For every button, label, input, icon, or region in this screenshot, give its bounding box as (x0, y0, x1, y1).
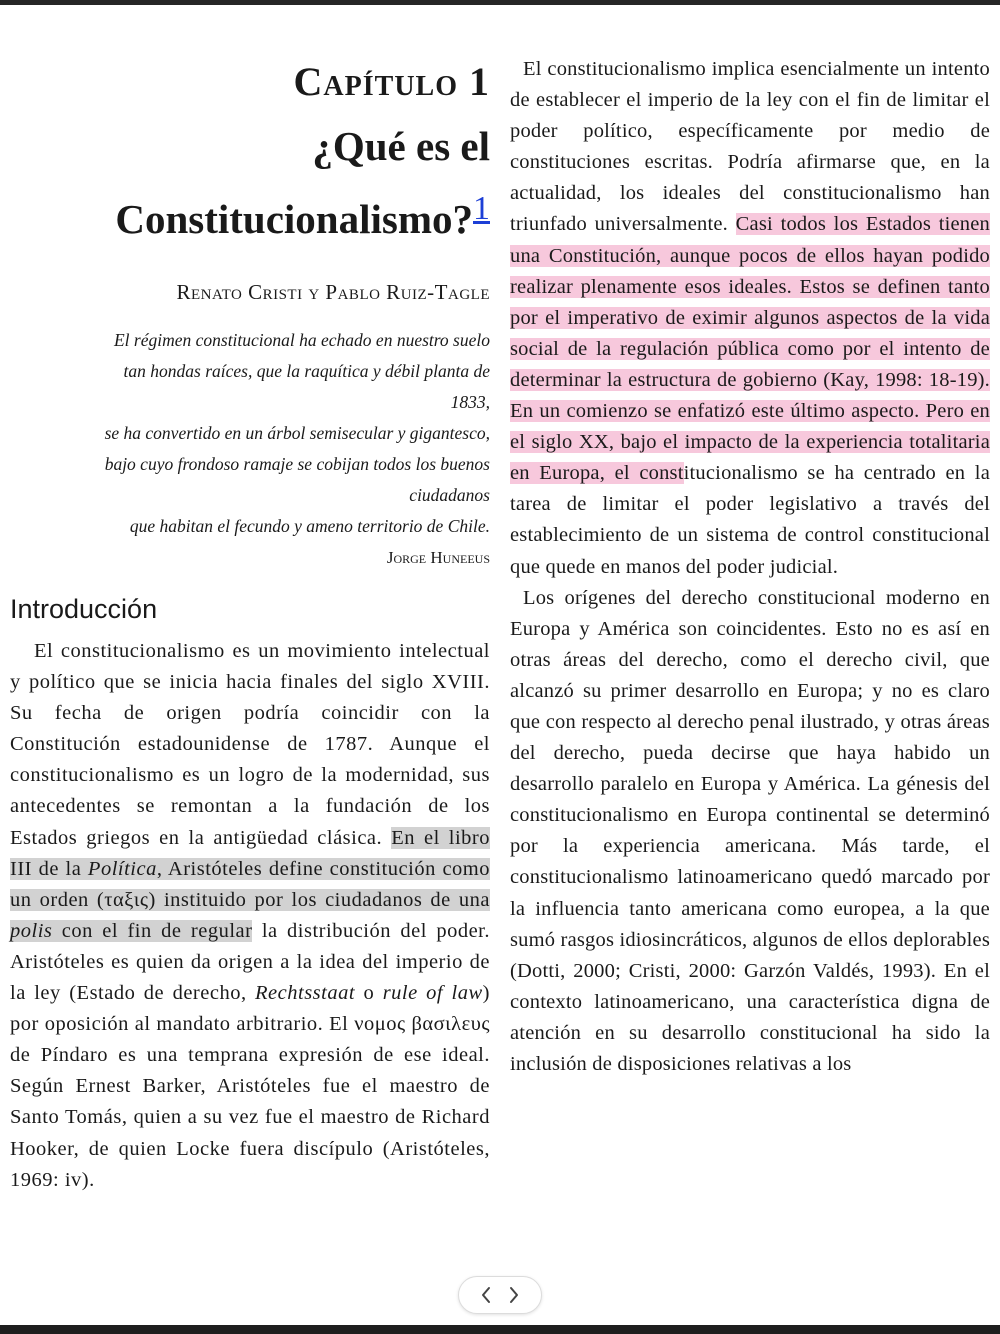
right-column (510, 54, 990, 1080)
chapter-authors: Renato Cristi y Pablo Ruiz-Tagle (176, 280, 490, 304)
epigraph-line: 1833, (450, 392, 490, 412)
right-paragraph-2[interactable]: Los orígenes del derecho constitucional moderno en Europa y América son coincidentes. Esto no es así en otras áreas del derecho, como el derecho civil, que alcanzó su primer desarrollo en Europa; y no es claro que con respecto al derecho penal ilustrado, y otras áreas del derecho, pueda decirse que haya habido un desarrollo paralelo en Europa y América. La génesis del constitucionalismo en Europa continental se determinó por la experiencia americana. Más tarde, el constitucionalismo latinoamericano quedó marcado por la influencia tanto americana como europea, a la que sumó rasgos idiosincráticos, algunos de ellos deplorables (Dotti, 2000; Cristi, 2000: Garzón Valdés, 1993). En el contexto latinoamericano, una característica digna de atención en su desarrollo constitucional ha sido la inclusión de disposiciones relativas a los (510, 586, 990, 1075)
text-run: , Aristóteles define constitución como un orden (ταξις) instituido por los ciudadanos de una (10, 857, 490, 911)
intro-paragraph[interactable] (10, 636, 490, 1196)
text-run: o (355, 982, 383, 1005)
epigraph-line: bajo cuyo frondoso ramaje se cobijan todos los buenos (104, 454, 490, 474)
footnote-link[interactable]: 1 (473, 190, 490, 227)
chevron-right-icon (508, 1286, 520, 1304)
epigraph-line: ciudadanos (409, 485, 490, 505)
text-run: El constitucionalismo es un movimiento intelectual y político que se inicia hacia finales del siglo XVIII. Su fecha de origen podría coincidir con la Constitución estadounidense de 1787. Aunque el constitucionalismo es un logro de la modernidad, sus antecedentes se remontan a la fundación de los Estados griegos en la antigüedad clásica. (10, 640, 490, 849)
text-run: con el fin de regular (52, 919, 253, 942)
bottom-bar (0, 1325, 1000, 1334)
epigraph-line: se ha convertido en un árbol semisecular y gigantesco, (104, 423, 490, 443)
text-run: itucionalismo se ha centrado en la tarea de limitar el poder legislativo a través del establecimiento de un sistema de control constitucional que quede en manos del poder judicial. (510, 462, 990, 578)
prev-page-button[interactable] (476, 1283, 496, 1307)
chapter-label: Capítulo 1 (293, 59, 490, 104)
chapter-title-line2 (10, 183, 490, 256)
italic-polis: polis (10, 919, 53, 942)
epigraph-line: El régimen constitucional ha echado en nuestro suelo (113, 330, 490, 350)
text-run: El constitucionalismo implica esencialmente un intento de establecer el imperio de la ley con el fin de limitar el poder político, específicamente por medio de constituciones escritas. Podría afirmarse que, en la actualidad, los ideales del constitucionalismo han triunfado universalmente. (510, 58, 990, 236)
italic-politica: Política (87, 857, 157, 880)
epigraph-author: Jorge Huneeus (386, 548, 490, 567)
italic-rechtsstaat: Rechtsstaat (255, 982, 356, 1005)
text-run: la distribución del poder. Aristóteles es quien da origen a la idea del imperio de la ley (Estado de derecho, (10, 919, 491, 1005)
italic-rule-of-law: rule of law (382, 982, 483, 1005)
text-run: ) por oposición al mandato arbitrario. El νομος βασιλευς de Píndaro es una temprana expresión de ese ideal. Según Ernest Barker, Aristóteles fue el maestro de Santo Tomás, quien a su vez fue el maestro de Richard Hooker, de quien Locke fuera discípulo (Aristóteles, 1969: iv). (10, 982, 490, 1191)
left-column (10, 54, 490, 1196)
epigraph (10, 325, 490, 573)
chevron-left-icon (480, 1286, 492, 1304)
epigraph-line: que habitan el fecundo y ameno territorio de Chile. (129, 516, 490, 536)
right-paragraph-1[interactable] (510, 54, 990, 583)
pink-highlight[interactable]: Casi todos los Estados tienen una Constitución, aunque pocos de ellos hayan podido realizar plenamente esos ideales. Estos se definen tanto por el imperativo de eximir algunos aspectos de la vida social de la regulación pública como por el intento de determinar la estructura de gobierno (Kay, 1998: 18-19). En un comienzo se enfatizó este último aspecto. Pero en el siglo XX, bajo el impacto de la experiencia totalitaria en Europa, el const (510, 213, 990, 485)
chapter-title-text: Constitucionalismo? (115, 196, 473, 242)
page-navigation (458, 1276, 542, 1314)
next-page-button[interactable] (504, 1283, 524, 1307)
section-heading-introduccion: Introducción (10, 594, 158, 624)
chapter-title-line1: ¿Qué es el (312, 123, 490, 169)
top-status-bar (0, 0, 1000, 5)
text-run: En el libro III de la (10, 826, 490, 880)
epigraph-line: tan hondas raíces, que la raquítica y débil planta de (123, 361, 490, 381)
